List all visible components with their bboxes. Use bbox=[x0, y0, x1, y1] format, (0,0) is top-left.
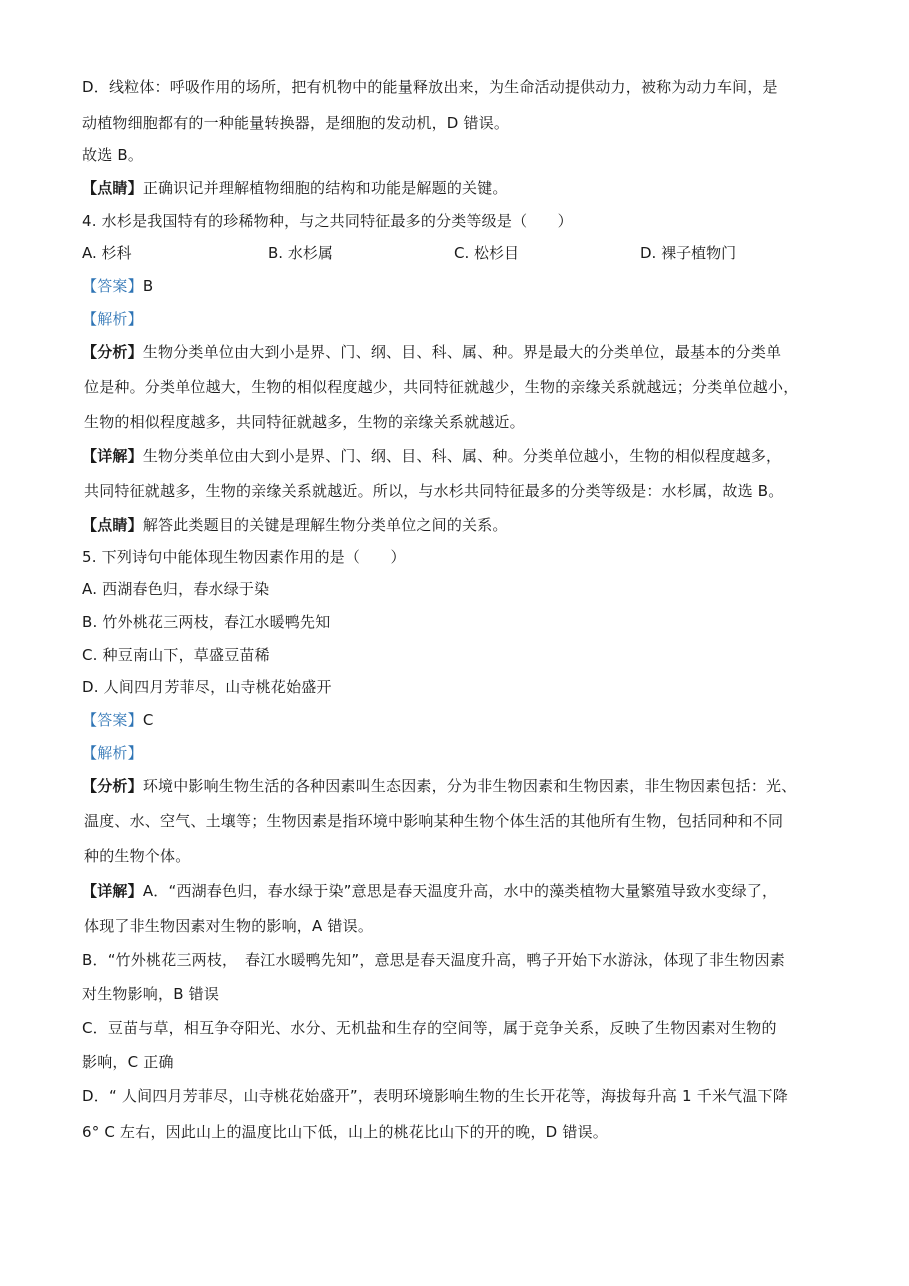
q4-dianjing bbox=[82, 515, 508, 535]
q5-option-c: C. 种豆南山下，草盛豆苗稀 bbox=[82, 646, 270, 664]
q4-fenxi-line3: 生物的相似程度越多，共同特征就越多，生物的亲缘关系就越近。 bbox=[84, 413, 525, 431]
q5-fenxi-text1: 环境中影响生物生活的各种因素叫生态因素，分为非生物因素和生物因素，非生物因素包括：光、 bbox=[142, 777, 797, 795]
q4-answer-value: B bbox=[142, 277, 154, 295]
q5-fenxi-line2: 温度、水、空气、土壤等；生物因素是指环境中影响某种生物个体生活的其他所有生物，包括同种和不同 bbox=[84, 812, 784, 830]
q5-xiangjie-a-text1: A．“西湖春色归，春水绿于染”意思是春天温度升高，水中的藻类植物大量繁殖导致水变绿了， bbox=[142, 882, 778, 900]
q5-option-d: D. 人间四月芳菲尽，山寺桃花始盛开 bbox=[82, 678, 332, 696]
q5-xiangjie-d-line1: D．“ 人间四月芳菲尽，山寺桃花始盛开”，表明环境影响生物的生长开花等，海拔每升高 1 千米气温下降 bbox=[82, 1087, 788, 1105]
question-5-stem: 5. 下列诗句中能体现生物因素作用的是（ ） bbox=[82, 548, 406, 566]
q4-fenxi-line2: 位是种。分类单位越大，生物的相似程度越少，共同特征就越少，生物的亲缘关系就越远；分类单位越小， bbox=[84, 378, 799, 396]
q5-xiangjie-d-line2: 6° C 左右，因此山上的温度比山下低，山上的桃花比山下的开的晚，D 错误。 bbox=[82, 1123, 608, 1141]
option-d-explanation-line2: 动植物细胞都有的一种能量转换器，是细胞的发动机，D 错误。 bbox=[82, 114, 510, 132]
option-d-explanation-line1: D．线粒体：呼吸作用的场所，把有机物中的能量释放出来，为生命活动提供动力，被称为动力车间，是 bbox=[82, 78, 778, 96]
q5-xiangjie-c-line2: 影响，C 正确 bbox=[82, 1053, 174, 1071]
q4-option-b: B. 水杉属 bbox=[268, 244, 333, 262]
q4-option-a: A. 杉科 bbox=[82, 244, 132, 262]
question-4-stem: 4. 水杉是我国特有的珍稀物种，与之共同特征最多的分类等级是（ ） bbox=[82, 212, 573, 230]
q5-option-b: B. 竹外桃花三两枝，春江水暖鸭先知 bbox=[82, 613, 331, 631]
tip-tag: 【点睛】 bbox=[82, 179, 143, 197]
q4-xiangjie-text1: 生物分类单位由大到小是界、门、纲、目、科、属、种。分类单位越小，生物的相似程度越多， bbox=[142, 447, 782, 465]
q4-answer bbox=[82, 276, 153, 296]
q4-xiangjie-line2: 共同特征就越多，生物的亲缘关系就越近。所以，与水杉共同特征最多的分类等级是：水杉属，故选 B。 bbox=[84, 482, 784, 500]
q4-fenxi-text1: 生物分类单位由大到小是界、门、纲、目、科、属、种。界是最大的分类单位，最基本的分类单 bbox=[142, 343, 782, 361]
q4-option-d: D. 裸子植物门 bbox=[640, 244, 737, 262]
q5-answer-value: C bbox=[142, 711, 154, 729]
tip-text: 正确识记并理解植物细胞的结构和功能是解题的关键。 bbox=[142, 179, 508, 197]
q5-option-a: A. 西湖春色归，春水绿于染 bbox=[82, 580, 270, 598]
q5-xiangjie-b-line2: 对生物影响，B 错误 bbox=[82, 985, 220, 1003]
q4-dianjing-tag: 【点睛】 bbox=[82, 516, 143, 534]
q5-analysis-tag: 【解析】 bbox=[82, 744, 143, 762]
q5-xiangjie-a-line2: 体现了非生物因素对生物的影响，A 错误。 bbox=[84, 917, 374, 935]
q5-xiangjie-c-line1: C．豆苗与草，相互争夺阳光、水分、无机盐和生存的空间等，属于竞争关系，反映了生物因素对生物的 bbox=[82, 1019, 777, 1037]
q5-fenxi-line3: 种的生物个体。 bbox=[84, 847, 191, 865]
q5-xiangjie-b-line1: B．“竹外桃花三两枝， 春江水暖鸭先知”，意思是春天温度升高，鸭子开始下水游泳，体现了非生物因素 bbox=[82, 951, 785, 969]
q5-answer bbox=[82, 710, 154, 730]
choose-conclusion: 故选 B。 bbox=[82, 146, 144, 164]
q5-xiangjie-a-line1 bbox=[82, 881, 777, 901]
q4-answer-tag: 【答案】 bbox=[82, 277, 143, 295]
q4-option-c: C. 松杉目 bbox=[454, 244, 520, 262]
q5-answer-tag: 【答案】 bbox=[82, 711, 143, 729]
tip-paragraph bbox=[82, 178, 508, 198]
q4-dianjing-text: 解答此类题目的关键是理解生物分类单位之间的关系。 bbox=[142, 516, 508, 534]
q5-xiangjie-tag: 【详解】 bbox=[82, 882, 143, 900]
q4-fenxi-line1 bbox=[82, 342, 781, 362]
q4-analysis-tag: 【解析】 bbox=[82, 310, 143, 328]
q5-fenxi-tag: 【分析】 bbox=[82, 777, 143, 795]
q4-fenxi-tag: 【分析】 bbox=[82, 343, 143, 361]
q4-xiangjie-line1 bbox=[82, 446, 781, 466]
q4-xiangjie-tag: 【详解】 bbox=[82, 447, 143, 465]
q5-fenxi-line1 bbox=[82, 776, 796, 796]
